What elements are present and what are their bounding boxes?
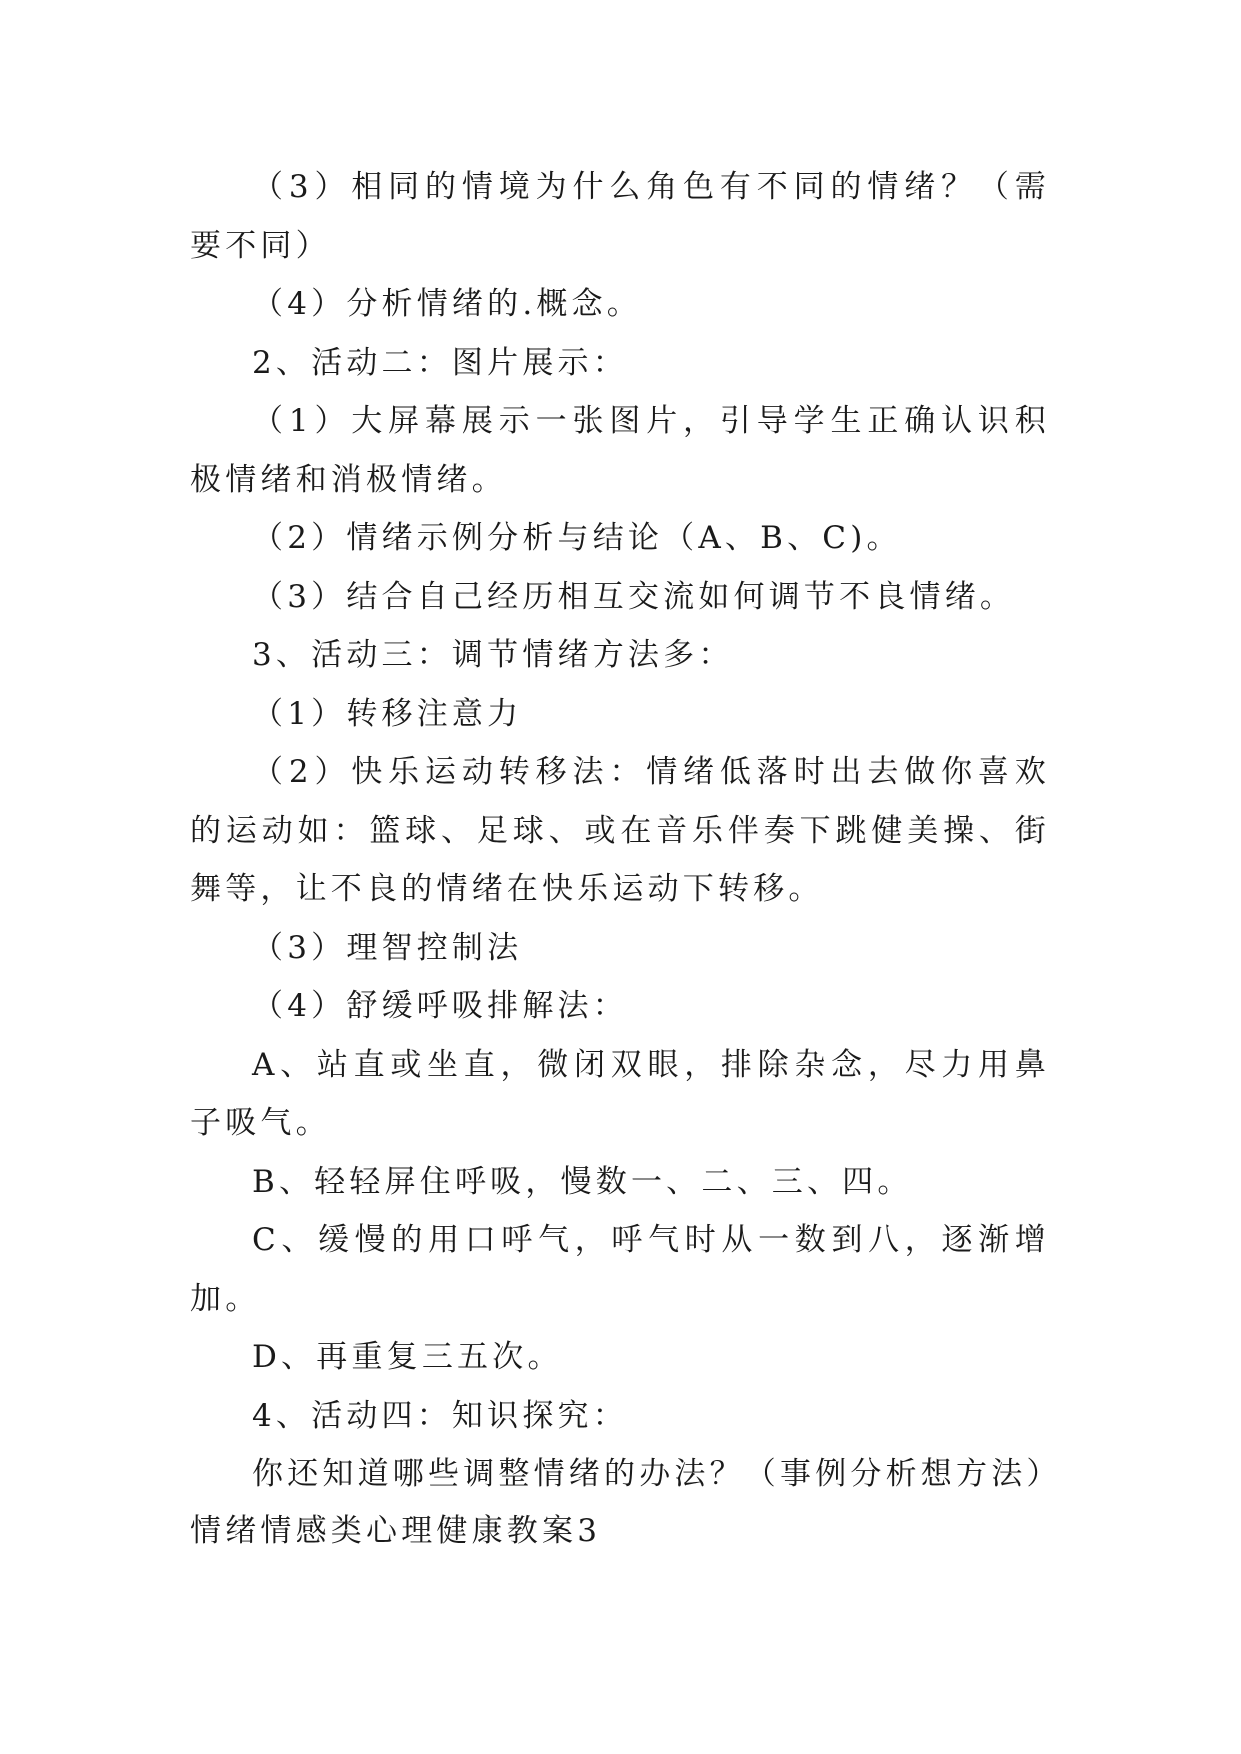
paragraph-question-3: （3）相同的情境为什么角色有不同的情绪？（需要不同） <box>190 169 1050 264</box>
paragraph-activity-2-item-2: （2）情绪示例分析与结论（A、B、C)。 <box>252 520 902 556</box>
paragraph-breathing-step-d: D、再重复三五次。 <box>252 1339 563 1375</box>
paragraph-activity-4-heading: 4、活动四：知识探究： <box>252 1397 628 1434</box>
paragraph-activity-3-heading: 3、活动三：调节情绪方法多： <box>252 637 734 673</box>
paragraph-activity-3-item-4: （4）舒缓呼吸排解法： <box>252 988 628 1024</box>
paragraph-activity-2-heading: 2、活动二：图片展示： <box>252 344 628 381</box>
paragraph-activity-2-item-3: （3）结合自己经历相互交流如何调节不良情绪。 <box>252 578 1016 615</box>
document-body <box>190 158 1062 1504</box>
paragraph-breathing-step-c: C、缓慢的用口呼气，呼气时从一数到八，逐渐增加。 <box>190 1222 1050 1317</box>
paragraph-activity-3-item-1: （1）转移注意力 <box>252 695 523 732</box>
paragraph-question-4: （4）分析情绪的.概念。 <box>252 286 642 322</box>
paragraph-activity-2-item-1: （1）大屏幕展示一张图片，引导学生正确认识积极情绪和消极情绪。 <box>190 403 1050 498</box>
paragraph-activity-3-item-2: （2）快乐运动转移法：情绪低落时出去做你喜欢的运动如：篮球、足球、或在音乐伴奏下跳健美操、街舞等，让不良的情绪在快乐运动下转移。 <box>190 754 1050 907</box>
paragraph-activity-4-question: 你还知道哪些调整情绪的办法？（事例分析想方法） <box>252 1456 1062 1492</box>
paragraph-breathing-step-a: A、站直或坐直，微闭双眼，排除杂念，尽力用鼻子吸气。 <box>190 1046 1050 1141</box>
paragraph-activity-3-item-3: （3）理智控制法 <box>252 929 523 966</box>
section-title: 情绪情感类心理健康教案3 <box>190 1513 602 1549</box>
paragraph-breathing-step-b: B、轻轻屏住呼吸，慢数一、二、三、四。 <box>252 1163 913 1200</box>
